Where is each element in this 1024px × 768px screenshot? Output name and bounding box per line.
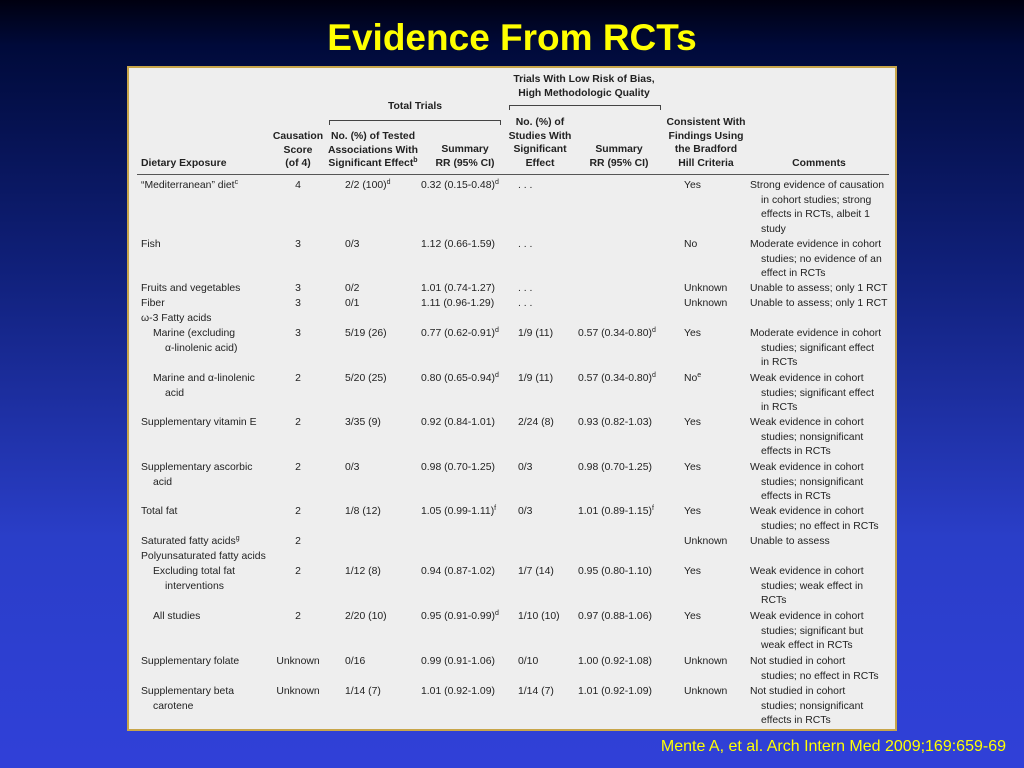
cell-comment: Moderate evidence in cohort studies; significant effect in RCTs [750, 328, 882, 369]
cell-tested-sup: d [386, 179, 391, 186]
cell-exposure [141, 297, 165, 312]
cell-lb-studies: 0/10 [518, 656, 539, 667]
cell-exposure-text: Supplementary vitamin E [141, 417, 257, 428]
cell-lb-rr [578, 327, 656, 342]
cell-exposure-sup: c [234, 179, 239, 186]
cell-lb-studies: . . . [518, 239, 533, 250]
cell-rr-text: 0.80 (0.65-0.94) [421, 373, 495, 384]
cell-score: Unknown [276, 656, 320, 667]
cell-comment: Weak evidence in cohort studies; nonsignificant effects in RCTs [750, 462, 864, 503]
citation: Mente A, et al. Arch Intern Med 2009;169:659-69 [660, 738, 1006, 755]
cell-lb-studies: 1/7 (14) [518, 566, 554, 577]
cell-consistent-text: Yes [684, 328, 701, 339]
cell-tested [345, 416, 381, 431]
cell-lb-rr-text: 0.95 (0.80-1.10) [578, 566, 652, 577]
cell-lb-rr [578, 416, 652, 431]
cell-exposure-text: Total fat [141, 506, 178, 517]
cell-comment: Weak evidence in cohort studies; weak effect in RCTs [750, 566, 864, 607]
cell-comment: Unable to assess; only 1 RCT [750, 298, 888, 309]
cell-lb-rr [578, 461, 652, 476]
cell-score: 2 [295, 462, 301, 473]
cell-consistent-text: Yes [684, 566, 701, 577]
cell-exposure-text: Fiber [141, 298, 165, 309]
cell-exposure [141, 179, 238, 194]
bracket-low-bias [509, 105, 661, 110]
table-panel [127, 66, 897, 731]
cell-consistent [684, 610, 701, 625]
cell-lb-rr-text: 0.97 (0.88-1.06) [578, 611, 652, 622]
cell-consistent-text: Unknown [684, 656, 728, 667]
cell-lb-studies: 0/3 [518, 506, 533, 517]
cell-tested [345, 610, 387, 625]
cell-tested [345, 327, 387, 342]
cell-exposure [141, 238, 161, 253]
cell-tested-text: 0/16 [345, 656, 366, 667]
cell-score: 2 [295, 566, 301, 577]
cell-exposure [141, 535, 240, 550]
cell-rr [421, 327, 499, 342]
cell-lb-rr-text: 1.00 (0.92-1.08) [578, 656, 652, 667]
cell-score: 3 [295, 239, 301, 250]
cell-rr-text: 0.32 (0.15-0.48) [421, 180, 495, 191]
cell-consistent [684, 461, 701, 476]
cell-tested [345, 179, 391, 194]
cell-tested [345, 372, 387, 387]
cell-rr-text: 0.77 (0.62-0.91) [421, 328, 495, 339]
header-tested-associations-text: No. (%) of Tested Associations With Significant Effect [328, 131, 418, 169]
cell-consistent [684, 372, 701, 387]
cell-tested-text: 1/14 (7) [345, 686, 381, 697]
bracket-total-trials [329, 120, 501, 125]
header-causation-score: Causation Score (of 4) [272, 131, 324, 169]
cell-comment: Weak evidence in cohort studies; nonsignificant effects in RCTs [750, 417, 864, 458]
cell-consistent-text: Yes [684, 417, 701, 428]
cell-rr [421, 282, 495, 297]
cell-rr-text: 0.95 (0.91-0.99) [421, 611, 495, 622]
cell-rr [421, 565, 495, 580]
cell-consistent [684, 565, 701, 580]
cell-rr-sup: f [494, 505, 497, 512]
cell-consistent [684, 238, 697, 253]
cell-consistent [684, 535, 727, 550]
cell-score: 3 [295, 283, 301, 294]
cell-tested-text: 3/35 (9) [345, 417, 381, 428]
cell-lb-studies: . . . [518, 180, 533, 191]
cell-comment: Unable to assess [750, 536, 830, 547]
cell-lb-studies: 2/24 (8) [518, 417, 554, 428]
cell-tested [345, 297, 359, 312]
cell-exposure: Marine and α-linolenic acid [153, 373, 255, 399]
cell-lb-studies: 1/14 (7) [518, 686, 554, 697]
cell-comment: Not studied in cohort studies; nonsignificant effects in RCTs [750, 686, 864, 727]
cell-rr [421, 238, 495, 253]
cell-lb-studies: 1/10 (10) [518, 611, 560, 622]
cell-comment: Not studied in cohort studies; no effect in RCTs [750, 656, 879, 682]
cell-tested-text: 1/8 (12) [345, 506, 381, 517]
cell-exposure: Marine (excluding α-linolenic acid) [153, 328, 238, 354]
cell-rr [421, 610, 499, 625]
cell-consistent-text: No [684, 239, 698, 250]
cell-consistent [684, 179, 701, 194]
cell-rr-sup: d [494, 327, 499, 334]
cell-exposure [141, 282, 240, 297]
cell-lb-studies: 0/3 [518, 462, 533, 473]
cell-lb-rr-text: 0.98 (0.70-1.25) [578, 462, 652, 473]
cell-score: 2 [295, 373, 301, 384]
cell-tested [345, 282, 359, 297]
header-consistent-bradford: Consistent With Findings Using the Bradford Hill Criteria [666, 117, 746, 169]
cell-score: Unknown [276, 686, 320, 697]
cell-consistent [684, 297, 727, 312]
cell-consistent-text: Yes [684, 462, 701, 473]
cell-tested-text: 1/12 (8) [345, 566, 381, 577]
cell-exposure-text: Saturated fatty acids [141, 536, 236, 547]
header-summary-rr: Summary RR (95% CI) [435, 144, 495, 169]
cell-consistent-text: Unknown [684, 686, 728, 697]
cell-rr [421, 655, 495, 670]
cell-comment: Weak evidence in cohort studies; significant effect in RCTs [750, 373, 875, 414]
cell-score: 3 [295, 328, 301, 339]
cell-exposure-sup: g [235, 535, 240, 542]
cell-score: 2 [295, 506, 301, 517]
cell-rr [421, 416, 495, 431]
cell-lb-rr [578, 655, 652, 670]
cell-tested-text: 2/20 (10) [345, 611, 387, 622]
cell-score: 2 [295, 417, 301, 428]
cell-score: 3 [295, 298, 301, 309]
cell-lb-rr-text: 1.01 (0.92-1.09) [578, 686, 652, 697]
cell-comment: Weak evidence in cohort studies; no effect in RCTs [750, 506, 879, 532]
cell-consistent [684, 282, 727, 297]
cell-rr [421, 297, 494, 312]
cell-rr [421, 372, 499, 387]
cell-lb-studies: 1/9 (11) [518, 328, 554, 339]
cell-tested [345, 565, 381, 580]
cell-tested [345, 505, 381, 520]
cell-exposure: Excluding total fat interventions [153, 566, 236, 592]
cell-rr-text: 0.98 (0.70-1.25) [421, 462, 495, 473]
cell-consistent [684, 505, 701, 520]
cell-exposure [141, 416, 257, 431]
cell-rr-sup: d [494, 610, 499, 617]
cell-rr-text: 0.94 (0.87-1.02) [421, 566, 495, 577]
header-tested-associations-sup: b [413, 157, 418, 164]
cell-rr-text: 1.12 (0.66-1.59) [421, 239, 495, 250]
cell-consistent [684, 655, 727, 670]
cell-rr-text: 1.05 (0.99-1.11) [421, 506, 495, 517]
cell-rr-text: 0.92 (0.84-1.01) [421, 417, 495, 428]
cell-rr-text: 1.01 (0.74-1.27) [421, 283, 495, 294]
cell-comment: Weak evidence in cohort studies; significant but weak effect in RCTs [750, 611, 864, 652]
cell-rr [421, 461, 495, 476]
cell-tested [345, 461, 359, 476]
cell-lb-studies: . . . [518, 283, 533, 294]
header-tested-associations [325, 130, 421, 171]
cell-tested-text: 0/3 [345, 239, 360, 250]
cell-tested-text: 0/2 [345, 283, 360, 294]
cell-rr [421, 685, 495, 700]
cell-score: 2 [295, 611, 301, 622]
cell-lb-rr-text: 0.57 (0.34-0.80) [578, 373, 652, 384]
cell-exposure: All studies [153, 611, 201, 622]
cell-tested [345, 238, 359, 253]
cell-tested [345, 655, 365, 670]
cell-score: 2 [295, 536, 301, 547]
header-comments: Comments [792, 158, 846, 169]
cell-consistent [684, 416, 701, 431]
cell-tested-text: 0/3 [345, 462, 360, 473]
cell-score: 4 [295, 180, 301, 191]
cell-lb-rr [578, 565, 652, 580]
cell-rr-sup: d [494, 179, 499, 186]
cell-consistent [684, 685, 727, 700]
cell-consistent [684, 327, 701, 342]
cell-rr [421, 179, 499, 194]
cell-exposure-text: Fish [141, 239, 161, 250]
header-total-trials: Total Trials [387, 101, 443, 112]
cell-rr-text: 1.01 (0.92-1.09) [421, 686, 495, 697]
cell-lb-rr-text: 1.01 (0.89-1.15) [578, 506, 652, 517]
cell-exposure: Supplementary beta carotene [141, 686, 234, 712]
cell-exposure: Supplementary ascorbic acid [141, 462, 253, 488]
cell-consistent-sup: e [697, 372, 702, 379]
header-low-bias-group: Trials With Low Risk of Bias, High Methodologic Quality [513, 74, 655, 99]
cell-tested-text: 2/2 (100) [345, 180, 387, 191]
cell-tested-text: 0/1 [345, 298, 360, 309]
cell-lb-rr-sup: f [651, 505, 654, 512]
header-studies-significant: No. (%) of Studies With Significant Effect [508, 117, 572, 169]
header-rule [137, 174, 889, 175]
cell-lb-rr-sup: d [651, 327, 656, 334]
cell-exposure: ω-3 Fatty acids [141, 313, 212, 324]
cell-exposure [141, 505, 177, 520]
cell-comment: Unable to assess; only 1 RCT [750, 283, 888, 294]
cell-consistent-text: Unknown [684, 298, 728, 309]
cell-lb-rr [578, 610, 652, 625]
cell-lb-rr-text: 0.57 (0.34-0.80) [578, 328, 652, 339]
cell-tested-text: 5/20 (25) [345, 373, 387, 384]
cell-exposure: Polyunsaturated fatty acids [141, 551, 266, 562]
cell-consistent-text: Yes [684, 180, 701, 191]
cell-lb-rr-text: 0.93 (0.82-1.03) [578, 417, 652, 428]
cell-consistent-text: Unknown [684, 283, 728, 294]
cell-lb-rr [578, 505, 654, 520]
cell-tested [345, 685, 381, 700]
cell-lb-rr [578, 372, 656, 387]
cell-exposure-text: Fruits and vegetables [141, 283, 241, 294]
cell-exposure-text: “Mediterranean” diet [141, 180, 235, 191]
cell-tested-text: 5/19 (26) [345, 328, 387, 339]
cell-lb-studies: 1/9 (11) [518, 373, 554, 384]
cell-consistent-text: No [684, 373, 698, 384]
cell-lb-rr [578, 685, 652, 700]
cell-comment: Moderate evidence in cohort studies; no evidence of an effect in RCTs [750, 239, 882, 280]
cell-consistent-text: Yes [684, 611, 701, 622]
cell-lb-rr-sup: d [651, 372, 656, 379]
header-dietary-exposure: Dietary Exposure [141, 158, 227, 169]
cell-comment: Strong evidence of causation in cohort studies; strong effects in RCTs, albeit 1 study [750, 180, 885, 235]
cell-consistent-text: Yes [684, 506, 701, 517]
cell-rr-text: 1.11 (0.96-1.29) [421, 298, 495, 309]
cell-rr-text: 0.99 (0.91-1.06) [421, 656, 495, 667]
cell-exposure-text: Supplementary folate [141, 656, 240, 667]
cell-rr [421, 505, 496, 520]
cell-lb-studies: . . . [518, 298, 533, 309]
header-summary-rr-lowbias: Summary RR (95% CI) [589, 144, 649, 169]
cell-exposure [141, 655, 239, 670]
cell-consistent-text: Unknown [684, 536, 728, 547]
cell-rr-sup: d [494, 372, 499, 379]
slide-title: Evidence From RCTs [327, 17, 697, 58]
